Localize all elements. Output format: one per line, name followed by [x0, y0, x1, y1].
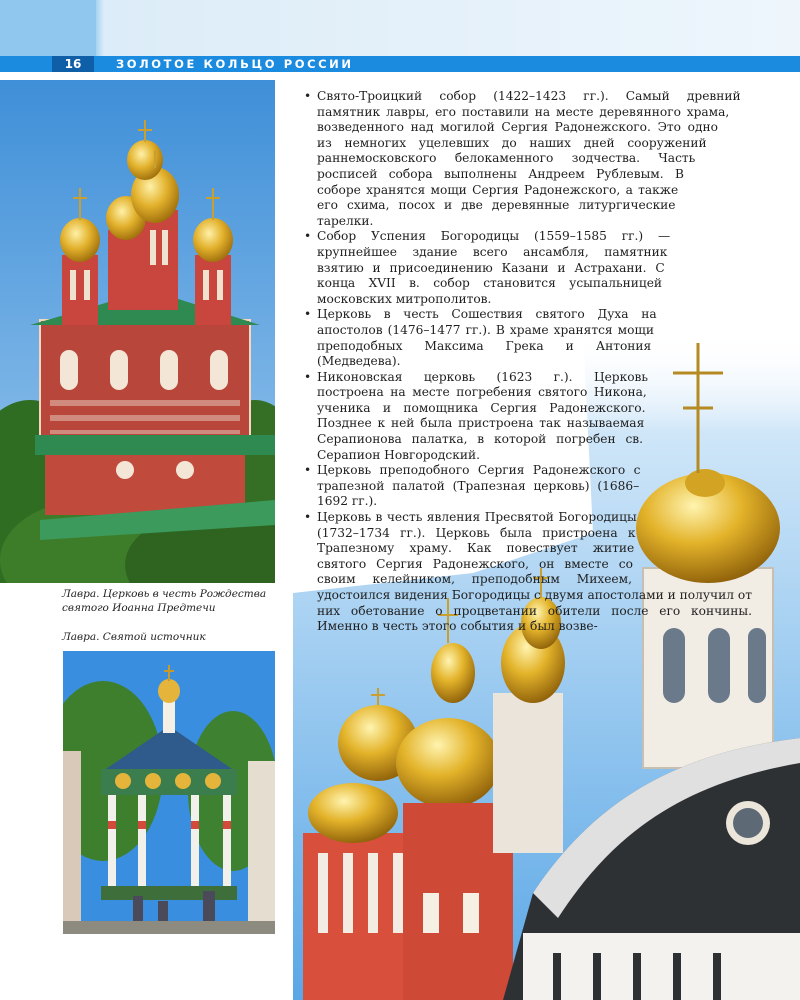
- list-item: • Свято-Троицкий собор (1422–1423 гг.). Самый древний памятник лавры, его поставили на месте деревянного храма, возведенного над могилой Сергия Радонежского. Это одно из немногих уцелевших до наших дней сооружений раннемосковского белокаменного зодчества. Часть росписей собора выполнены Андреем Рублевым. В соборе хранятся мощи Сергия Радонежского, а также его схима, посох и две деревянные литургические тарелки.: [304, 89, 752, 229]
- list-item: • Церковь в честь Сошествия святого Духа на апостолов (1476–1477 гг.). В храме хранятся мощи преподобных Максима Грека и Антония (Медведева).: [304, 307, 752, 369]
- list-item: • Церковь в честь явления Пресвятой Богородицы (1732–1734 гг.). Церковь была пристроена к Трапезному храму. Как повествует житие святого Сергия Радонежского, он вместе со своим келейником, преподобным Михеем, удостоился видения Богородицы с двумя апостолами и получил от них обетование о процветании обители после его кончины. Именно в честь этого события и был возве-: [304, 510, 752, 635]
- holy-spring-photo: [63, 651, 275, 934]
- list-item: • Никоновская церковь (1623 г.). Церковь построена на месте погребения святого Никона, ученика и помощника Сергия Радонежского. Позднее к ней была пристроена так называемая Серапионова палатка, в которой погребен св. Серапион Новгородский.: [304, 370, 752, 464]
- running-title: ЗОЛОТОЕ КОЛЬЦО РОССИИ: [116, 57, 354, 71]
- header-decoration: [0, 0, 800, 56]
- church-photo: [0, 80, 275, 583]
- main-text-column: [304, 89, 752, 635]
- header-corner-block: [0, 0, 96, 56]
- church-photo-caption: Лавра. Церковь в честь Рождества святого Иоанна Предтечи: [62, 588, 267, 614]
- running-header: [0, 56, 800, 72]
- list-item: • Собор Успения Богородицы (1559–1585 гг.) — крупнейшее здание всего ансамбля, памятник взятию и присоединению Казани и Астрахани. С конца XVII в. собор становится усыпальницей московских митрополитов.: [304, 229, 752, 307]
- page-number: 16: [52, 56, 94, 72]
- spring-photo-caption: Лавра. Святой источник: [62, 631, 206, 643]
- list-item: • Церковь преподобного Сергия Радонежского с трапезной палатой (Трапезная церковь) (1686–1692 гг.).: [304, 463, 752, 510]
- monument-list: [304, 89, 752, 635]
